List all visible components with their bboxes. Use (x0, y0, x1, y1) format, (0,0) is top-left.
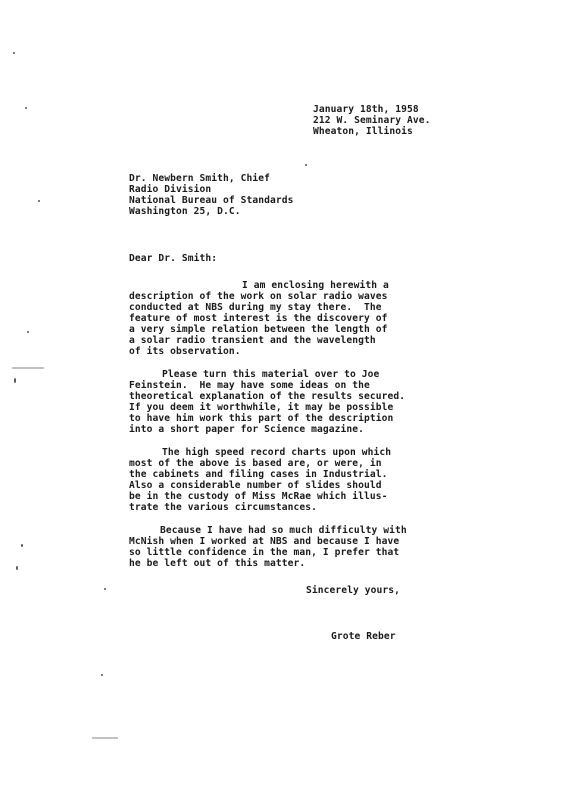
paragraph-line: of its observation. (129, 346, 241, 357)
recipient-division: Radio Division (129, 184, 212, 195)
scan-speck (104, 588, 106, 590)
recipient-bureau: National Bureau of Standards (129, 195, 294, 206)
paragraph-line: conducted at NBS during my stay there. The (129, 302, 382, 313)
paragraph-line: feature of most interest is the discovery of (129, 313, 388, 324)
paragraph-line: If you deem it worthwhile, it may be possible (129, 402, 394, 413)
paragraph-line: to have him work this part of the description (129, 413, 394, 424)
paragraph-line: Please turn this material over to Joe (162, 369, 380, 380)
paragraph-line: Because I have had so much difficulty with (160, 525, 407, 536)
paragraph-line: he be left out of this matter. (129, 558, 306, 569)
scan-speck (38, 200, 40, 202)
recipient-city: Washington 25, D.C. (129, 206, 241, 217)
paragraph-line: a very simple relation between the length of (129, 324, 388, 335)
paragraph-line: the cabinets and filing cases in Industrial. (129, 469, 388, 480)
scan-smudge (92, 737, 118, 739)
scan-speck (101, 674, 103, 676)
paragraph-line: a solar radio transient and the wavelength (129, 335, 376, 346)
paragraph-line: I am enclosing herewith a (242, 280, 389, 291)
paragraph-line: trate the various circumstances. (129, 502, 318, 513)
paragraph-line: Feinstein. He may have some ideas on the (129, 380, 370, 391)
paragraph-line: McNish when I worked at NBS and because I have (129, 536, 400, 547)
paragraph-line: Also a considerable number of slides should (129, 480, 382, 491)
paragraph-line: so little confidence in the man, I prefer that (129, 547, 400, 558)
salutation: Dear Dr. Smith: (129, 253, 218, 264)
scan-speck (21, 544, 23, 547)
paragraph-line: The high speed record charts upon which (162, 447, 392, 458)
paragraph-line: into a short paper for Science magazine. (129, 424, 365, 435)
scan-speck (14, 378, 16, 383)
paragraph-line: description of the work on solar radio waves (129, 291, 388, 302)
paragraph-line: theoretical explanation of the results secured. (129, 391, 406, 402)
letter-date: January 18th, 1958 (313, 104, 419, 115)
scan-speck (13, 52, 15, 54)
sender-city: Wheaton, Illinois (313, 126, 413, 137)
recipient-name: Dr. Newbern Smith, Chief (129, 173, 271, 184)
paragraph-line: be in the custody of Miss McRae which illus- (129, 491, 388, 502)
paragraph-line: most of the above is based are, or were, in (129, 458, 382, 469)
closing: Sincerely yours, (306, 585, 401, 596)
signature: Grote Reber (331, 631, 396, 642)
scan-speck (305, 164, 307, 166)
scan-speck (16, 566, 18, 570)
scan-speck (25, 107, 27, 109)
scan-speck (27, 331, 29, 333)
scan-smudge (12, 367, 44, 369)
sender-street: 212 W. Seminary Ave. (313, 115, 431, 126)
